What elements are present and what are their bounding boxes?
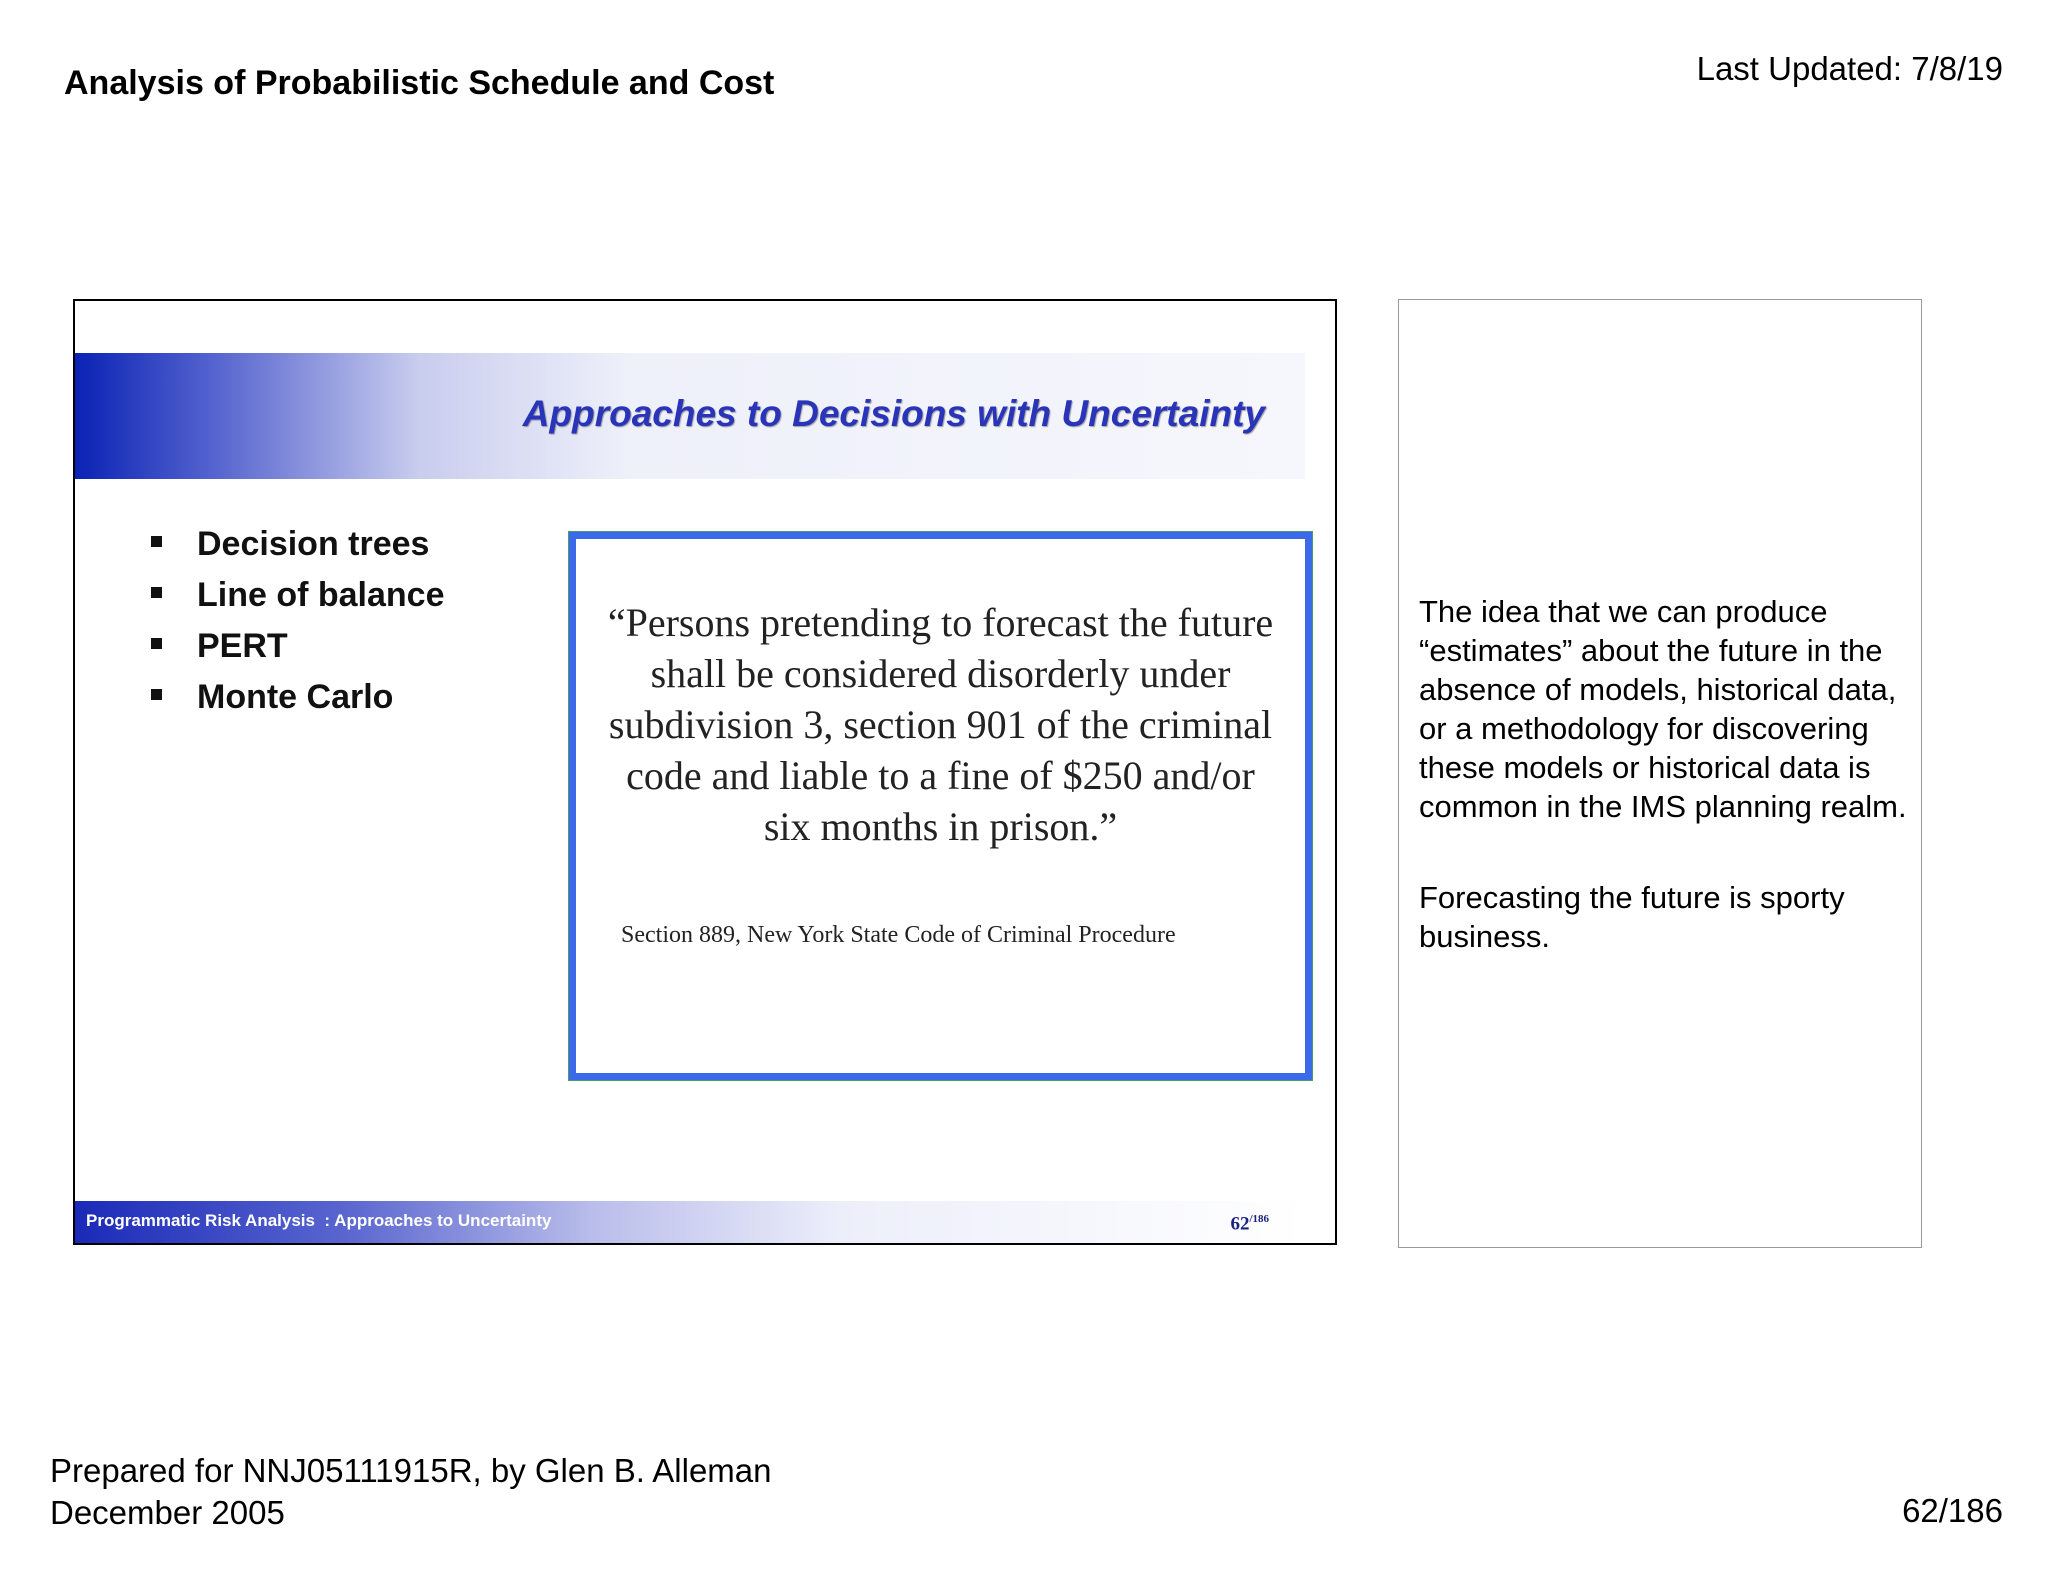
last-updated-label: Last Updated: 7/8/19: [1696, 50, 2003, 87]
slide-footer-text: Programmatic Risk Analysis : Approaches to Uncertainty: [86, 1211, 552, 1230]
quote-box: [569, 532, 1312, 1080]
square-bullet-icon: [151, 689, 162, 700]
slide-image: [73, 299, 1337, 1245]
prepared-date: December 2005: [50, 1494, 285, 1531]
slide-header-banner: [75, 353, 1305, 479]
bullet-label: Decision trees: [197, 525, 430, 563]
document-title: Analysis of Probabilistic Schedule and Cost: [64, 64, 775, 102]
slide-title: Approaches to Decisions with Uncertainty: [522, 393, 1265, 434]
bullet-item: [151, 672, 445, 723]
bullet-label: Line of balance: [197, 576, 445, 614]
bullet-item: [151, 570, 445, 621]
prepared-for-text: Prepared for NNJ05111915R, by Glen B. Alleman: [50, 1452, 772, 1489]
square-bullet-icon: [151, 638, 162, 649]
slide-page-total: /186: [1249, 1213, 1269, 1225]
slide-page-number: [1230, 1213, 1269, 1235]
square-bullet-icon: [151, 587, 162, 598]
bullet-item: [151, 519, 445, 570]
slide-footer-banner: [75, 1201, 1305, 1243]
prepared-for-block: [50, 1450, 772, 1534]
quote-text: “Persons pretending to forecast the future shall be considered disorderly under subdivision 3, section 901 of the criminal code and liable to a fine of $250 and/or six months in prison.”: [607, 600, 1274, 849]
bullet-label: PERT: [197, 627, 288, 665]
quote-source: Section 889, New York State Code of Criminal Procedure: [621, 922, 1176, 948]
page-number: 62/186: [1902, 1492, 2003, 1529]
bullet-list: [151, 519, 445, 723]
notes-paragraph: Forecasting the future is sporty business.: [1419, 880, 1845, 954]
notes-panel: [1398, 299, 1922, 1248]
bullet-label: Monte Carlo: [197, 678, 394, 716]
square-bullet-icon: [151, 536, 162, 547]
slide-page-current: 62: [1230, 1213, 1250, 1235]
notes-paragraph: The idea that we can produce “estimates” about the future in the absence of models, historical data, or a methodology for discovering these models or historical data is common in the IMS planning realm.: [1419, 594, 1907, 824]
bullet-item: [151, 621, 445, 672]
